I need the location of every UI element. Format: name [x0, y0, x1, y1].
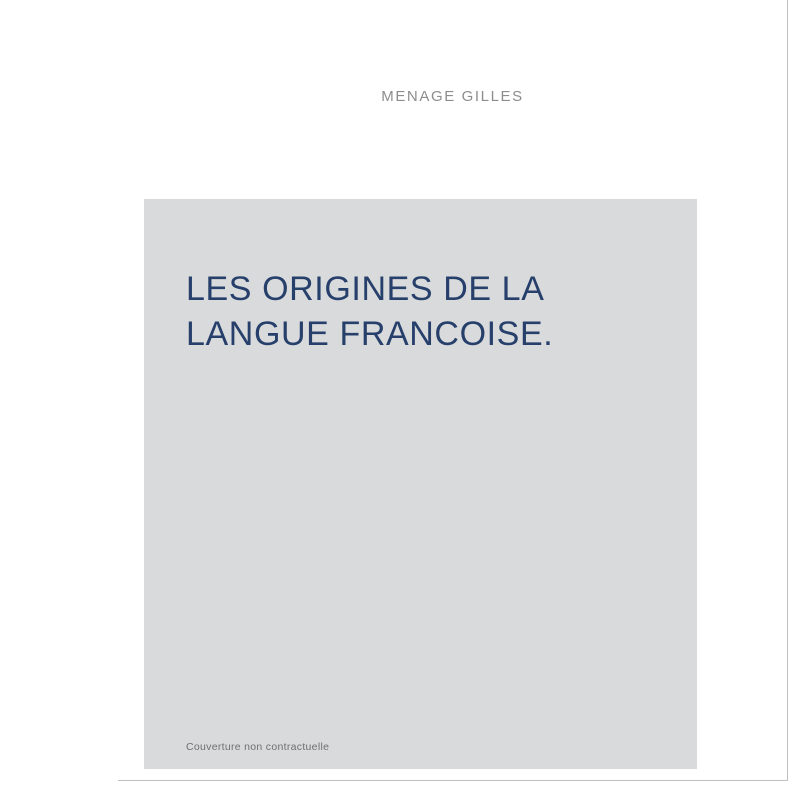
title-panel [144, 199, 697, 769]
book-cover [118, 0, 788, 781]
cover-disclaimer: Couverture non contractuelle [186, 741, 330, 753]
book-cover-content [118, 0, 787, 780]
book-title: LES ORIGINES DE LA LANGUE FRANCOISE. [186, 270, 554, 353]
author-name: MENAGE GILLES [381, 88, 524, 105]
